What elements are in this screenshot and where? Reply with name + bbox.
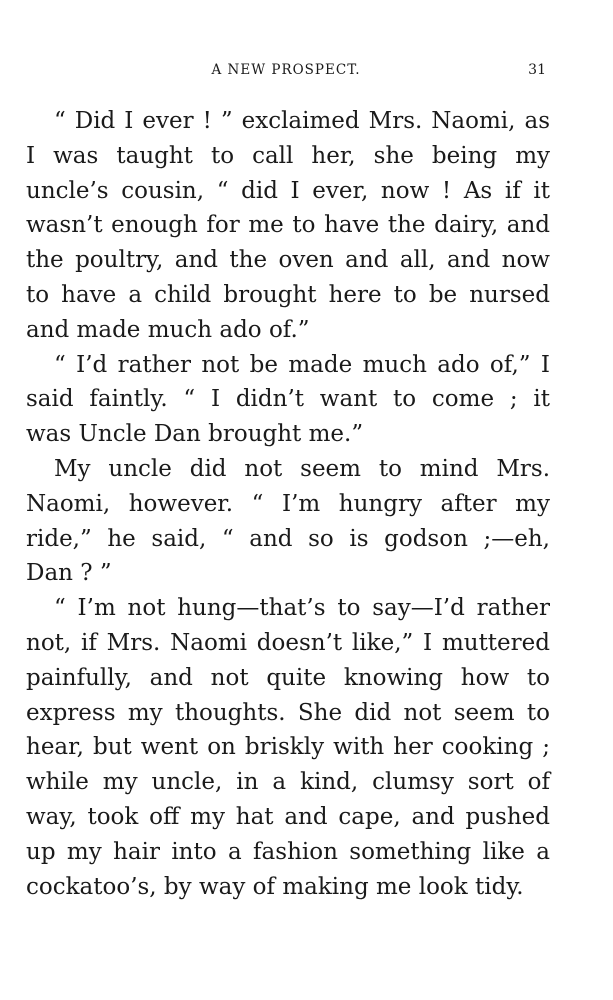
text-line: said faintly. “ I didn’t want to come ; it xyxy=(26,386,550,413)
page-number: 31 xyxy=(528,62,546,78)
text-line: wasn’t enough for me to have the dairy, and xyxy=(26,212,550,239)
text-line: ride,” he said, “ and so is godson ;—eh, xyxy=(26,525,550,552)
text-line: and made much ado of.” xyxy=(26,316,310,343)
text-line: “ Did I ever ! ” exclaimed Mrs. Naomi, as xyxy=(54,108,550,134)
text-line: to have a child brought here to be nursed xyxy=(26,281,550,308)
text-line: way, took off my hat and cape, and pushed xyxy=(26,803,550,830)
running-title: A NEW PROSPECT. xyxy=(211,62,361,78)
text-line: “ I’d rather not be made much ado of,” I xyxy=(54,351,550,378)
text-line: was Uncle Dan brought me.” xyxy=(26,421,364,448)
running-head xyxy=(26,62,546,84)
text-line: while my uncle, in a kind, clumsy sort of xyxy=(26,769,550,796)
text-line: My uncle did not seem to mind Mrs. xyxy=(54,455,550,482)
text-line: “ I’m not hung—that’s to say—I’d rather xyxy=(54,595,550,622)
text-line: uncle’s cousin, “ did I ever, now ! As if it xyxy=(26,177,550,204)
text-line: Dan ? ” xyxy=(26,560,112,587)
text-line: cockatoo’s, by way of making me look tidy. xyxy=(26,873,524,900)
text-line: express my thoughts. She did not seem to xyxy=(26,699,550,726)
text-line: the poultry, and the oven and all, and now xyxy=(26,247,550,274)
text-line: I was taught to call her, she being my xyxy=(26,142,550,169)
text-line: Naomi, however. “ I’m hungry after my xyxy=(26,490,550,517)
text-line: hear, but went on briskly with her cooking ; xyxy=(26,734,550,761)
body-text xyxy=(26,104,550,904)
text-line: up my hair into a fashion something like a xyxy=(26,838,550,865)
text-line: not, if Mrs. Naomi doesn’t like,” I muttered xyxy=(26,629,550,656)
text-line: painfully, and not quite knowing how to xyxy=(26,664,550,691)
